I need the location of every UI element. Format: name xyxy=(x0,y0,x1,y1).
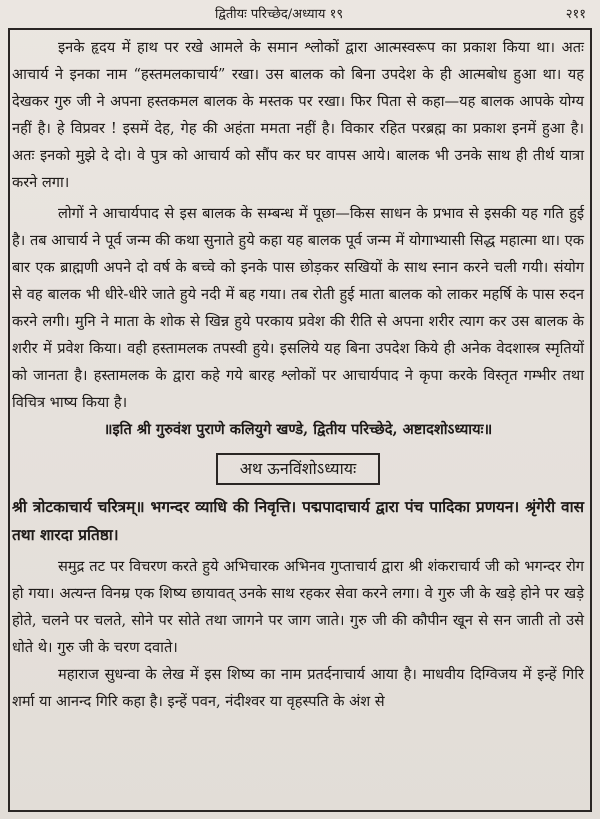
paragraph-4: महाराज सुधन्वा के लेख में इस शिष्य का नाम प्रतर्दनाचार्य आया है। माधवीय दिग्विजय में इन्हें गिरि शर्मा या आनन्द गिरि कहा है। इन्हें पवन, नंदीश्वर या वृहस्पति के अंश से xyxy=(12,666,584,710)
paragraph-3: समुद्र तट पर विचरण करते हुये अभिचारक अभिनव गुप्ताचार्य द्वारा श्री शंकराचार्य जी को भगन्दर रोग हो गया। अत्यन्त विनम्र एक शिष्य छायावत् उनके साथ रहकर सेवा करने लगा। वे गुरु जी के खड़े होने पर खड़े होते, चलने पर चलते, सोने पर सोते तथा जागने पर जाग जाते। गुरु जी की कौपीन खून से सन जाती तो उसे धोते थे। गुरु जी के चरण दवाते। xyxy=(12,558,584,656)
page-number: २११ xyxy=(565,7,586,22)
paragraph-2: लोगों ने आचार्यपाद से इस बालक के सम्बन्ध में पूछा—किस साधन के प्रभाव से इसकी यह गति हुई है। तब आचार्य ने पूर्व जन्म की कथा सुनाते हुये कहा यह बालक पूर्व जन्म में योगाभ्यासी सिद्ध महात्मा था। एक बार एक ब्राह्मणी अपने दो वर्ष के बच्चे को इनके पास छोड़कर सखियों के साथ स्नान करने चली गयी। संयोग से वह बालक भी धीरे-धीरे जाते हुये नदी में बह गया। तब रोती हुई माता बालक को लाकर महर्षि के पास रुदन करने लगी। मुनि ने माता के शोक से खिन्न हुये परकाय प्रवेश की रीति से अपना शरीर त्याग कर उस बालक के शरीर में प्रवेश किया। वही हस्तामलक तपस्वी हुये। इसलिये यह बिना उपदेश किये ही अनेक वेदशास्त्र स्मृतियों को जानता है। हस्तामलक के द्वारा कहे गये बारह श्लोकों पर आचार्यपाद ने कृपा करके विस्तृत गम्भीर तथा विचित्र भाष्य किया है। xyxy=(12,205,584,411)
page-header xyxy=(0,4,600,26)
chapter-colophon: ॥इति श्री गुरुवंश पुराणे कलियुगे खण्डे, द्वितीय परिच्छेदे, अष्टादशोऽध्यायः॥ xyxy=(103,421,493,438)
paragraph-1: इनके हृदय में हाथ पर रखे आमले के समान श्लोकों द्वारा आत्मस्वरूप का प्रकाश किया था। अतः आचार्य ने इनका नाम “हस्तमलकाचार्य” रखा। उस बालक को बिना उपदेश के ही आत्मबोध हुआ था। यह देखकर गुरु जी ने अपना हस्तकमल बालक के मस्तक पर रखा। फिर पिता से कहा—यह बालक आपके योग्य नहीं है। हे विप्रवर ! इसमें देह, गेह की अहंता ममता नहीं है। विकार रहित परब्रह्म का प्रकाश इनमें हुआ है। अतः इनको मुझे दे दो। वे पुत्र को आचार्य को सौंप कर घर वापस आये। बालक भी उनके साथ ही तीर्थ यात्रा करने लगा। xyxy=(12,39,584,191)
running-title: द्वितीयः परिच्छेद/अध्याय १९ xyxy=(215,7,344,22)
chapter-heading-wrap xyxy=(12,453,584,485)
chapter-heading: अथ ऊनविंशोऽध्यायः xyxy=(216,453,380,485)
chapter-summary: श्री त्रोटकाचार्य चरित्रम्॥ भगन्दर व्याधि की निवृत्ति। पद्मपादाचार्य द्वारा पंच पादिका प्रणयन। श्रृंगेरी वास तथा शारदा प्रतिष्ठा। xyxy=(12,498,584,544)
page-body xyxy=(12,34,584,715)
